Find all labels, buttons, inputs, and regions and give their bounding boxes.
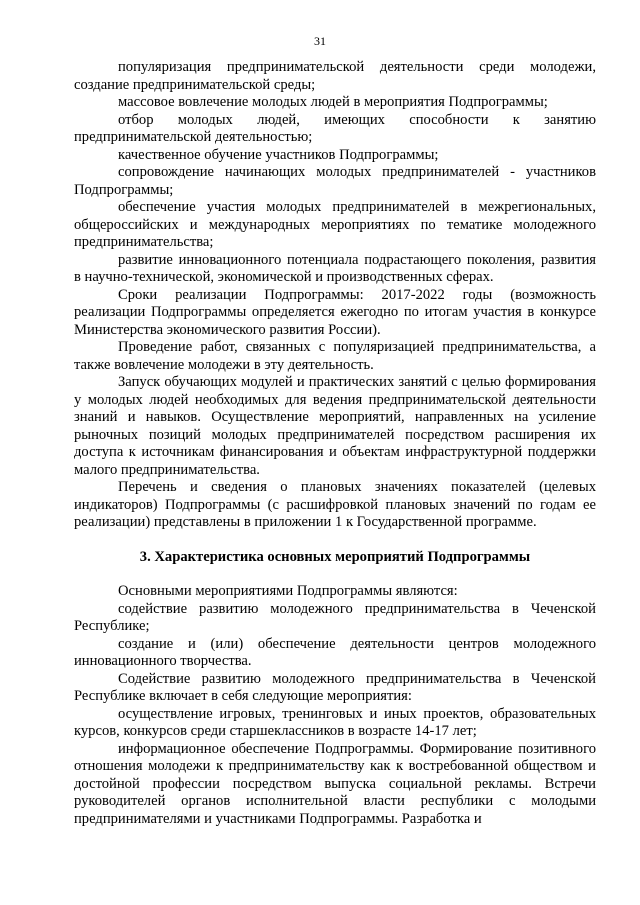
paragraph: популяризация предпринимательской деятельности среди молодежи, создание предпринимательской среды; <box>74 59 596 93</box>
paragraph: массовое вовлечение молодых людей в мероприятия Подпрограммы; <box>118 94 548 110</box>
paragraph: Содействие развитию молодежного предпринимательства в Чеченской Республике включает в себя следующие мероприятия: <box>74 670 596 704</box>
paragraph: качественное обучение участников Подпрограммы; <box>118 146 439 163</box>
paragraph: Основными мероприятиями Подпрограммы являются: <box>118 583 458 599</box>
paragraph: отбор молодых людей, имеющих способности к занятию предпринимательской деятельностью; <box>74 111 596 145</box>
paragraph: создание и (или) обеспечение деятельности центров молодежного инновационного творчества. <box>74 635 596 669</box>
paragraph: развитие инновационного потенциала подрастающего поколения, развития в научно-технической, экономической и производственных сферах. <box>74 251 596 285</box>
paragraph: обеспечение участия молодых предпринимателей в межрегиональных, общероссийских и международных мероприятиях по тематике молодежного предпринимательства; <box>74 199 596 250</box>
paragraph: Проведение работ, связанных с популяризацией предпринимательства, а также вовлечение молодежи в эту деятельность. <box>74 339 596 373</box>
paragraph: Запуск обучающих модулей и практических занятий с целью формирования у молодых людей необходимых для ведения предпринимательской деятельности знаний и навыков. Осуществление мероприятий, направленных на усиление рыночных позиций молодых предпринимателей посредством расширения их доступа к источникам финансирования и объектам инфраструктурной поддержки малого предпринимательства. <box>74 374 596 478</box>
page-number: 31 <box>314 34 326 48</box>
paragraph: информационное обеспечение Подпрограммы. Формирование позитивного отношения молодежи к предпринимательству как к востребованной обществом и достойной профессии посредством выпуска социальной рекламы. Встречи руководителей органов исполнительной власти республики с молодыми предпринимателями и участниками Подпрограммы. Разработка и <box>74 740 596 827</box>
paragraph: осуществление игровых, тренинговых и иных проектов, образовательных курсов, конкурсов среди старшеклассников в возрасте 14-17 лет; <box>74 705 596 739</box>
paragraph: содействие развитию молодежного предпринимательства в Чеченской Республике; <box>74 600 596 634</box>
paragraph: Перечень и сведения о плановых значениях показателей (целевых индикаторов) Подпрограммы (с расшифровкой плановых значений по годам ее реализации) представлены в приложении 1 к Государственной программе. <box>74 479 596 530</box>
paragraph: Сроки реализации Подпрограммы: 2017-2022 годы (возможность реализации Подпрограммы определяется ежегодно по итогам участия в конкурсе Министерства экономического развития России). <box>74 286 596 338</box>
section-heading: 3. Характеристика основных мероприятий Подпрограммы <box>139 548 531 565</box>
document-body <box>74 59 596 828</box>
paragraph: сопровождение начинающих молодых предпринимателей - участников Подпрограммы; <box>74 164 596 198</box>
